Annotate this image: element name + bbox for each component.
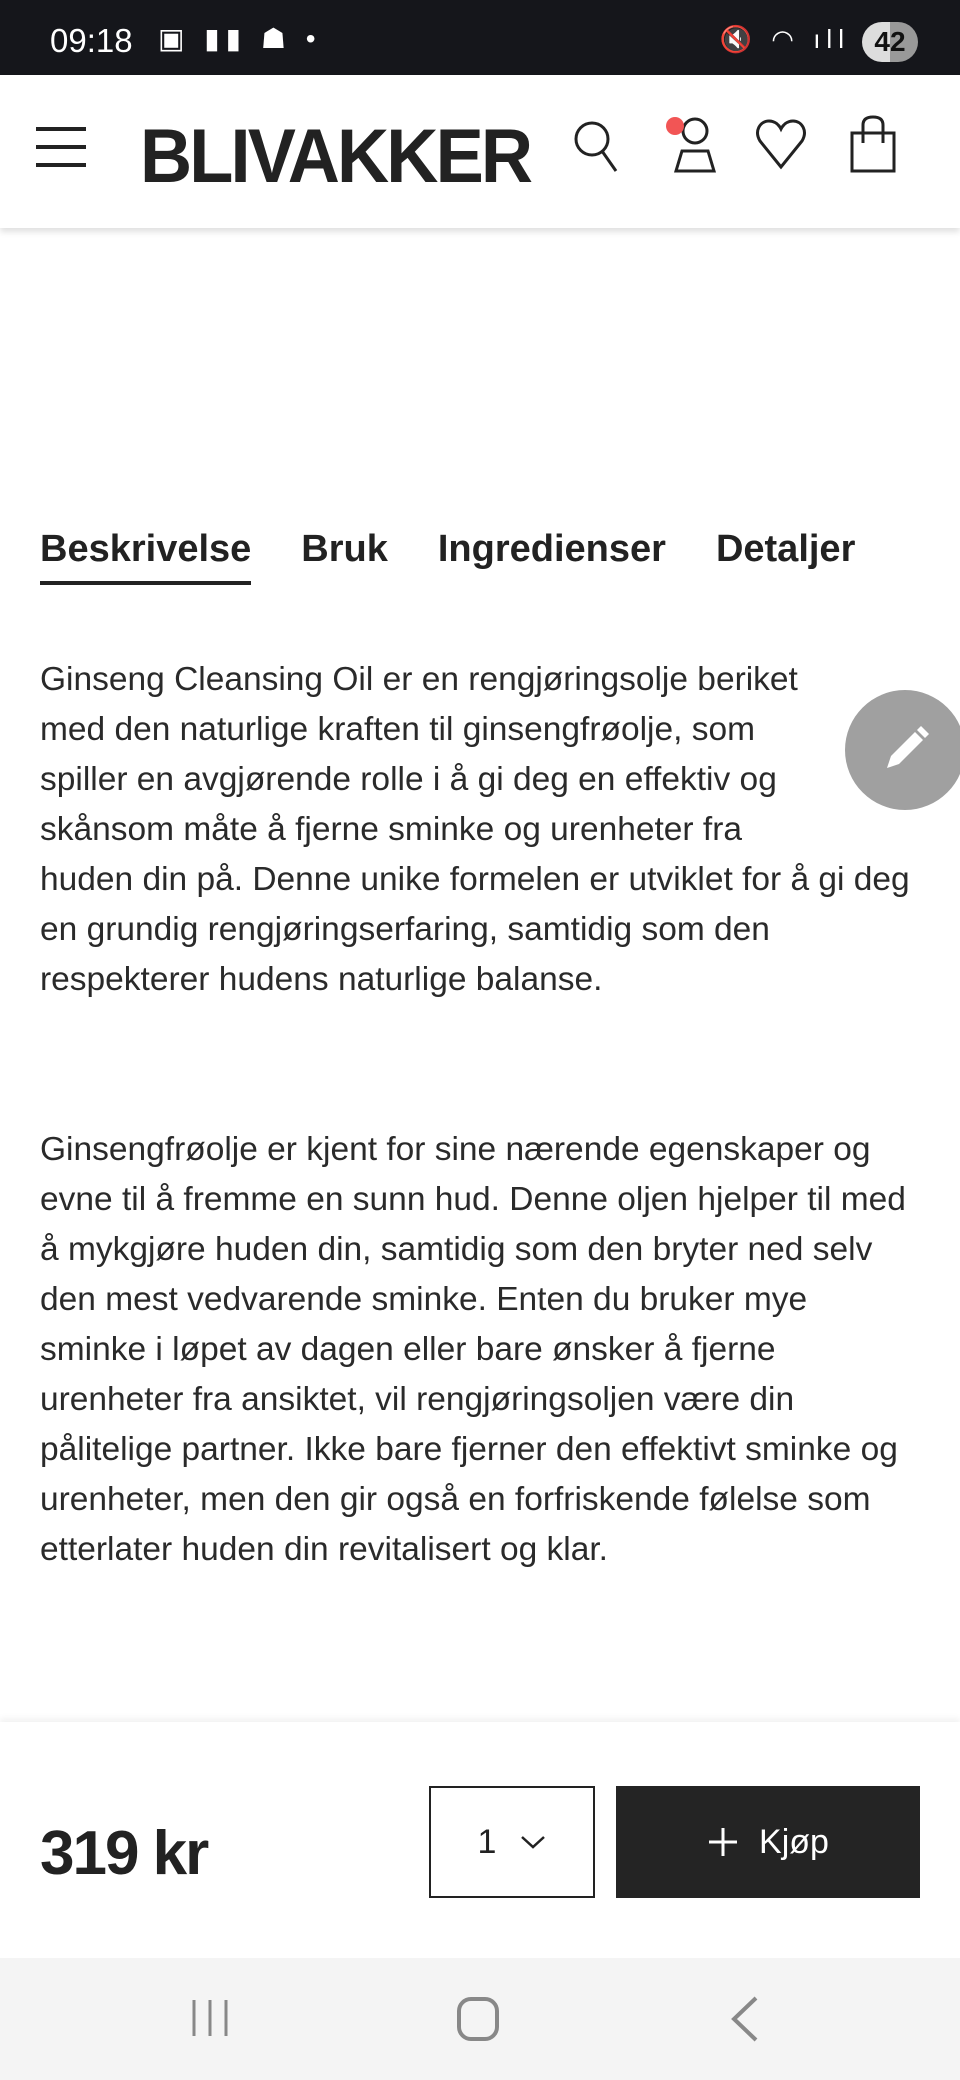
product-tabs — [40, 528, 855, 585]
chevron-down-icon — [520, 1834, 546, 1850]
back-icon[interactable] — [730, 1996, 760, 2042]
description-paragraph: Ginseng Cleansing Oil er en rengjøringsolje beriket med den naturlige kraften til ginsengfrøolje, som spiller en avgjørende rolle i å gi deg en effektiv og skånsom måte å fjerne sminke og urenheter fra huden din på. Denne unike formelen er utviklet for å gi deg en grundig rengjøringserfaring, samtidig som den respekterer hudens naturlige balanse. — [40, 661, 910, 998]
buy-label: Kjøp — [759, 1822, 829, 1861]
buy-button[interactable] — [616, 1786, 920, 1898]
logo[interactable]: BLIVAKKER — [140, 114, 531, 199]
edit-button[interactable] — [845, 690, 960, 810]
tab-detaljer[interactable]: Detaljer — [715, 528, 856, 570]
purchase-bar — [0, 1722, 960, 1958]
site-header — [0, 75, 960, 228]
price: 319 kr — [40, 1819, 208, 1888]
system-icons: 🔇 ◠ ıll — [719, 24, 850, 54]
tab-ingredienser[interactable]: Ingredienser — [437, 528, 666, 570]
menu-icon[interactable] — [36, 127, 86, 167]
notification-icons: ▣ ▮▮ ☗ • — [158, 23, 322, 54]
search-icon[interactable] — [570, 115, 624, 175]
shopping-bag-icon[interactable] — [848, 115, 898, 175]
tab-beskrivelse[interactable]: Beskrivelse — [40, 528, 251, 585]
heart-icon[interactable] — [754, 115, 808, 175]
description-paragraph: Ginsengfrøolje er kjent for sine nærende egenskaper og evne til å fremme en sunn hud. Denne oljen hjelper til med å mykgjøre huden din, samtidig som den bryter ned selv den mest vedvarende sminke. Enten du bruker mye sminke i løpet av dagen eller bare ønsker å fjerne urenheter fra ansiktet, vil rengjøringsoljen være din pålitelige partner. Ikke bare fjerner den effektivt sminke og urenheter, men den gir også en forfriskende følelse som etterlater huden din revitalisert og klar. — [40, 1131, 906, 1568]
quantity-value: 1 — [477, 1822, 497, 1861]
quantity-select[interactable] — [429, 1786, 595, 1898]
notification-dot — [666, 117, 684, 135]
android-nav-bar — [0, 1958, 960, 2080]
status-bar — [0, 0, 960, 75]
pencil-icon — [877, 722, 933, 778]
clock: 09:18 — [50, 22, 133, 59]
plus-icon — [707, 1826, 739, 1858]
recent-apps-icon[interactable] — [190, 1998, 230, 2038]
battery-indicator: 42 — [862, 22, 918, 62]
tab-bruk[interactable]: Bruk — [301, 528, 388, 570]
home-icon[interactable] — [456, 1996, 500, 2042]
description-block — [40, 655, 920, 1005]
